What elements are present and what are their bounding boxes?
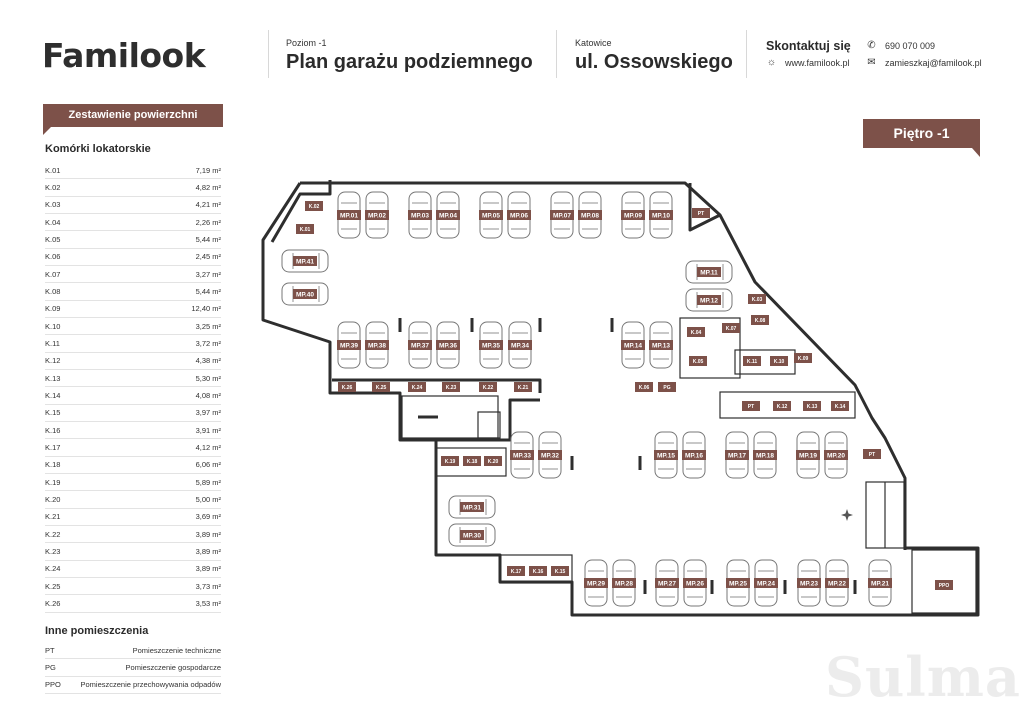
- parking-label: MP.01: [340, 212, 358, 220]
- parking-label: MP.13: [652, 342, 670, 350]
- unit-area: 3,25 m²: [195, 321, 221, 331]
- parking-space-mp-12[interactable]: [686, 289, 732, 311]
- inner-wall-court: [332, 380, 540, 393]
- unit-id: K.14: [45, 390, 61, 400]
- unit-id: K.10: [45, 321, 61, 331]
- room-label: K.22: [482, 385, 494, 392]
- parking-label: MP.36: [439, 342, 457, 350]
- outer-wall-west: [263, 183, 978, 615]
- room-k-13[interactable]: [803, 401, 821, 411]
- parking-space-mp-08[interactable]: [578, 192, 602, 238]
- unit-id: K.22: [45, 529, 61, 539]
- parking-label: MP.16: [685, 452, 703, 460]
- unit-area: 3,97 m²: [195, 408, 221, 418]
- unit-area: 3,73 m²: [195, 581, 221, 591]
- parking-label: MP.21: [871, 580, 889, 588]
- room-k-21[interactable]: [514, 382, 532, 392]
- parking-label: MP.19: [799, 452, 817, 460]
- room-label: PT: [697, 211, 705, 218]
- room-label: K.23: [445, 385, 457, 392]
- room-k-01[interactable]: [296, 224, 314, 234]
- room-label: K.01: [299, 227, 311, 234]
- room-label: K.08: [754, 318, 766, 325]
- parking-space-mp-09[interactable]: [621, 192, 645, 238]
- unit-id: K.07: [45, 269, 61, 279]
- parking-label: MP.02: [368, 212, 386, 220]
- unit-area: 3,27 m²: [195, 269, 221, 279]
- parking-space-mp-30[interactable]: [449, 524, 495, 546]
- email-link[interactable]: zamieszkaj@familook.pl: [885, 57, 982, 68]
- unit-area: 12,40 m²: [191, 304, 221, 314]
- phone-number: 690 070 009: [885, 40, 936, 51]
- unit-id: K.12: [45, 356, 61, 366]
- parking-label: MP.28: [615, 580, 633, 588]
- parking-space-mp-15[interactable]: [654, 432, 678, 478]
- outer-wall-left: [300, 183, 905, 550]
- parking-space-mp-38[interactable]: [365, 322, 389, 368]
- storage-section-title: Komórki lokatorskie: [45, 143, 151, 155]
- parking-label: MP.05: [482, 212, 500, 220]
- parking-label: MP.17: [728, 452, 746, 460]
- unit-id: K.23: [45, 546, 61, 556]
- globe-icon: ☼: [766, 57, 777, 68]
- parking-space-mp-14[interactable]: [621, 322, 645, 368]
- room-label: K.14: [834, 404, 846, 411]
- room-ppo[interactable]: [935, 580, 953, 590]
- unit-area: 5,44 m²: [195, 286, 221, 296]
- room-label: K.04: [690, 330, 702, 337]
- parking-space-mp-20[interactable]: [824, 432, 848, 478]
- room-label: K.09: [797, 356, 809, 363]
- unit-area: 3,69 m²: [195, 512, 221, 522]
- room-k-12[interactable]: [773, 401, 791, 411]
- unit-area: 4,38 m²: [195, 356, 221, 366]
- room-label: K.21: [517, 385, 529, 392]
- unit-area: 3,91 m²: [195, 425, 221, 435]
- unit-area: 5,44 m²: [195, 234, 221, 244]
- parking-label: MP.11: [700, 269, 718, 277]
- contact-title: Skontaktuj się: [766, 39, 851, 53]
- room-label: K.11: [746, 359, 758, 366]
- parking-label: MP.15: [657, 452, 675, 460]
- parking-space-mp-25[interactable]: [726, 560, 750, 606]
- room-k-09[interactable]: [794, 353, 812, 363]
- room-label: K.18: [466, 459, 478, 466]
- level-label: Poziom -1: [286, 38, 327, 48]
- room-k-04[interactable]: [687, 327, 705, 337]
- parking-label: MP.27: [658, 580, 676, 588]
- room-label: K.19: [444, 459, 456, 466]
- phone-icon: ✆: [867, 40, 876, 51]
- unit-area: 3,53 m²: [195, 598, 221, 608]
- unit-area: 3,72 m²: [195, 338, 221, 348]
- room-label: K.02: [308, 204, 320, 211]
- parking-label: MP.37: [411, 342, 429, 350]
- unit-id: K.25: [45, 581, 61, 591]
- room-pg[interactable]: [658, 382, 676, 392]
- unit-id: K.20: [45, 494, 61, 504]
- unit-id: K.08: [45, 286, 61, 296]
- unit-area: 4,08 m²: [195, 390, 221, 400]
- room-code: PT: [45, 645, 55, 655]
- mail-icon: ✉: [867, 57, 876, 68]
- room-k-18[interactable]: [463, 456, 481, 466]
- unit-area: 5,89 m²: [195, 477, 221, 487]
- parking-label: MP.18: [756, 452, 774, 460]
- room-label: K.16: [532, 569, 544, 576]
- parking-label: MP.03: [411, 212, 429, 220]
- parking-space-mp-03[interactable]: [408, 192, 432, 238]
- unit-id: K.17: [45, 442, 61, 452]
- parking-space-mp-37[interactable]: [408, 322, 432, 368]
- room-code: PPO: [45, 680, 61, 690]
- lift-core: [478, 412, 500, 438]
- parking-space-mp-40[interactable]: [282, 283, 328, 305]
- parking-space-mp-13[interactable]: [649, 322, 673, 368]
- unit-id: K.01: [45, 165, 61, 175]
- parking-space-mp-22[interactable]: [825, 560, 849, 606]
- parking-space-mp-05[interactable]: [479, 192, 503, 238]
- room-label: PT: [868, 452, 876, 459]
- parking-label: MP.22: [828, 580, 846, 588]
- unit-id: K.21: [45, 512, 61, 522]
- unit-area: 2,45 m²: [195, 252, 221, 262]
- parking-label: MP.06: [510, 212, 528, 220]
- parking-label: MP.40: [296, 291, 314, 299]
- parking-label: MP.26: [686, 580, 704, 588]
- room-label: K.12: [776, 404, 788, 411]
- room-k-03[interactable]: [748, 294, 766, 304]
- room-k-11[interactable]: [743, 356, 761, 366]
- sulma-watermark: Sulma: [825, 645, 1021, 709]
- room-label: K.10: [773, 359, 785, 366]
- parking-space-mp-02[interactable]: [365, 192, 389, 238]
- parking-label: MP.30: [463, 532, 481, 540]
- unit-id: K.13: [45, 373, 61, 383]
- parking-space-mp-32[interactable]: [538, 432, 562, 478]
- parking-space-mp-31[interactable]: [449, 496, 495, 518]
- room-code: PG: [45, 662, 56, 672]
- room-label: PG: [663, 385, 671, 392]
- parking-space-mp-26[interactable]: [683, 560, 707, 606]
- parking-space-mp-41[interactable]: [282, 250, 328, 272]
- parking-space-mp-16[interactable]: [682, 432, 706, 478]
- parking-space-mp-29[interactable]: [584, 560, 608, 606]
- room-label: K.26: [341, 385, 353, 392]
- unit-area: 5,00 m²: [195, 494, 221, 504]
- parking-space-mp-36[interactable]: [436, 322, 460, 368]
- unit-id: K.02: [45, 182, 61, 192]
- parking-space-mp-27[interactable]: [655, 560, 679, 606]
- parking-space-mp-24[interactable]: [754, 560, 778, 606]
- parking-label: MP.38: [368, 342, 386, 350]
- room-k-07[interactable]: [722, 323, 740, 333]
- room-k-26[interactable]: [338, 382, 356, 392]
- parking-space-mp-28[interactable]: [612, 560, 636, 606]
- parking-space-mp-39[interactable]: [337, 322, 361, 368]
- parking-label: MP.23: [800, 580, 818, 588]
- parking-label: MP.08: [581, 212, 599, 220]
- room-label: K.03: [751, 297, 763, 304]
- unit-id: K.09: [45, 304, 61, 314]
- parking-space-mp-07[interactable]: [550, 192, 574, 238]
- room-k-06[interactable]: [635, 382, 653, 392]
- parking-label: MP.07: [553, 212, 571, 220]
- parking-label: MP.41: [296, 258, 314, 266]
- parking-label: MP.39: [340, 342, 358, 350]
- unit-id: K.24: [45, 564, 61, 574]
- unit-id: K.16: [45, 425, 61, 435]
- room-pt[interactable]: [692, 208, 710, 218]
- room-label: K.15: [554, 569, 566, 576]
- unit-area: 7,19 m²: [195, 165, 221, 175]
- room-k-02[interactable]: [305, 201, 323, 211]
- unit-area: 4,12 m²: [195, 442, 221, 452]
- room-label: K.20: [487, 459, 499, 466]
- room-k-23[interactable]: [442, 382, 460, 392]
- room-k-08[interactable]: [751, 315, 769, 325]
- parking-space-mp-19[interactable]: [796, 432, 820, 478]
- room-label: K.05: [692, 359, 704, 366]
- unit-area: 6,06 m²: [195, 460, 221, 470]
- room-label: K.24: [411, 385, 423, 392]
- parking-space-mp-34[interactable]: [508, 322, 532, 368]
- parking-space-mp-21[interactable]: [868, 560, 892, 606]
- room-label: K.17: [510, 569, 522, 576]
- unit-area: 4,82 m²: [195, 182, 221, 192]
- parking-space-mp-35[interactable]: [479, 322, 503, 368]
- unit-id: K.03: [45, 200, 61, 210]
- room-k-16[interactable]: [529, 566, 547, 576]
- unit-id: K.06: [45, 252, 61, 262]
- parking-label: MP.25: [729, 580, 747, 588]
- unit-id: K.15: [45, 408, 61, 418]
- room-k-05[interactable]: [689, 356, 707, 366]
- parking-space-mp-11[interactable]: [686, 261, 732, 283]
- parking-label: MP.10: [652, 212, 670, 220]
- city-label: Katowice: [575, 38, 612, 48]
- room-label: K.13: [806, 404, 818, 411]
- parking-label: MP.12: [700, 297, 718, 305]
- room-pt[interactable]: [863, 449, 881, 459]
- room-pt[interactable]: [742, 401, 760, 411]
- unit-area: 3,89 m²: [195, 529, 221, 539]
- website-link[interactable]: www.familook.pl: [785, 57, 850, 68]
- room-k-24[interactable]: [408, 382, 426, 392]
- room-name: Pomieszczenie przechowywania odpadów: [80, 680, 221, 690]
- room-k-14[interactable]: [831, 401, 849, 411]
- parking-label: MP.35: [482, 342, 500, 350]
- parking-label: MP.31: [463, 504, 481, 512]
- unit-id: K.04: [45, 217, 61, 227]
- parking-space-mp-04[interactable]: [436, 192, 460, 238]
- unit-area: 2,26 m²: [195, 217, 221, 227]
- plan-title: Plan garażu podziemnego: [286, 51, 533, 73]
- parking-space-mp-23[interactable]: [797, 560, 821, 606]
- parking-label: MP.20: [827, 452, 845, 460]
- unit-area: 4,21 m²: [195, 200, 221, 210]
- unit-id: K.18: [45, 460, 61, 470]
- stair-core: [402, 396, 498, 438]
- unit-id: K.05: [45, 234, 61, 244]
- parking-space-mp-10[interactable]: [649, 192, 673, 238]
- parking-label: MP.32: [541, 452, 559, 460]
- unit-area: 3,89 m²: [195, 546, 221, 556]
- room-k-10[interactable]: [770, 356, 788, 366]
- parking-space-mp-06[interactable]: [507, 192, 531, 238]
- parking-label: MP.14: [624, 342, 642, 350]
- parking-space-mp-01[interactable]: [337, 192, 361, 238]
- familook-logo: Familook: [42, 36, 206, 75]
- room-k-19[interactable]: [441, 456, 459, 466]
- north-arrow-icon: [841, 509, 853, 521]
- room-name: Pomieszczenie gospodarcze: [125, 662, 221, 672]
- unit-area: 3,89 m²: [195, 564, 221, 574]
- parking-space-mp-18[interactable]: [753, 432, 777, 478]
- parking-label: MP.34: [511, 342, 529, 350]
- parking-label: MP.09: [624, 212, 642, 220]
- unit-id: K.11: [45, 338, 60, 348]
- room-name: Pomieszczenie techniczne: [132, 645, 221, 655]
- room-label: PT: [747, 404, 755, 411]
- unit-id: K.19: [45, 477, 61, 487]
- room-k-15[interactable]: [551, 566, 569, 576]
- parking-label: MP.33: [513, 452, 531, 460]
- summary-banner: Zestawienie powierzchni: [43, 104, 223, 127]
- parking-space-mp-17[interactable]: [725, 432, 749, 478]
- other-rooms-title: Inne pomieszczenia: [45, 625, 149, 637]
- unit-area: 5,30 m²: [195, 373, 221, 383]
- room-label: K.06: [638, 385, 650, 392]
- room-k-17[interactable]: [507, 566, 525, 576]
- parking-label: MP.24: [757, 580, 775, 588]
- room-label: K.25: [375, 385, 387, 392]
- parking-space-mp-33[interactable]: [510, 432, 534, 478]
- room-k-22[interactable]: [479, 382, 497, 392]
- room-k-20[interactable]: [484, 456, 502, 466]
- parking-label: MP.29: [587, 580, 605, 588]
- unit-id: K.26: [45, 598, 61, 608]
- street-label: ul. Ossowskiego: [575, 51, 733, 73]
- floor-badge: Piętro -1: [863, 119, 980, 148]
- room-k-25[interactable]: [372, 382, 390, 392]
- parking-spaces: [282, 192, 892, 606]
- room-label: PPO: [938, 583, 950, 590]
- room-label: K.07: [725, 326, 737, 333]
- plan-walls: [263, 180, 978, 615]
- parking-label: MP.04: [439, 212, 457, 220]
